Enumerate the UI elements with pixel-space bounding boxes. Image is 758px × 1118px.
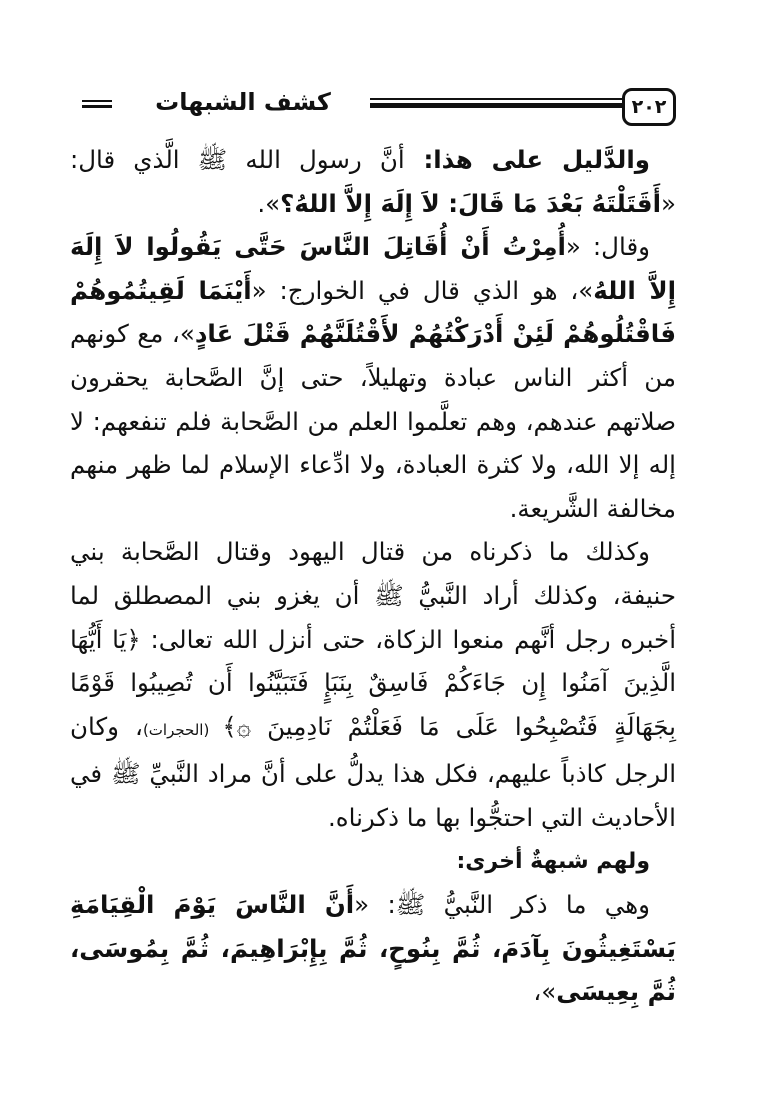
paragraph-intercession: [70, 883, 676, 1014]
text-run: وهي ما ذكر النَّبيُّ ﷺ: «: [354, 890, 650, 920]
text-run: وقال: «: [565, 232, 650, 262]
section-heading: ولهم شبهةٌ أخرى:: [456, 848, 650, 874]
text-run: ، وكان الرجل كاذباً عليهم، فكل هذا يدلُّ على أنَّ مراد النَّبيِّ ﷺ في الأحاديث التي احتجُّوا بها ما ذكرناه.: [70, 711, 676, 832]
text-run: أنَّ رسول الله ﷺ الَّذي قال: «: [70, 145, 676, 218]
hadith-quote: أُمِرْتُ أَنْ أُقَاتِلَ النَّاسَ حَتَّى يَقُولُوا لاَ إِلَهَ إِلاَّ اللهُ: [70, 232, 676, 305]
hadith-quote: أَيْنَمَا لَقِيتُمُوهُمْ فَاقْتُلُوهُمْ لَئِنْ أَدْرَكْتُهُمْ لأَقْتُلَنَّهُمْ قَتْلَ عَادٍ: [70, 275, 677, 349]
quran-verse: ﴿يَا أَيُّهَا الَّذِينَ آمَنُوا إِن جَاءَكُمْ فَاسِقٌ بِنَبَإٍ فَتَبَيَّنُوا أَن تُصِيبُوا قَوْمًا بِجَهَالَةٍ فَتُصْبِحُوا عَلَى مَا فَعَلْتُمْ نَادِمِينَ ۞﴾: [70, 624, 676, 741]
paragraph-evidence: [70, 138, 676, 225]
hadith-quote: أَقَتَلْتَهُ بَعْدَ مَا قَالَ: لاَ إِلَهَ إِلاَّ اللهُ؟: [280, 188, 661, 218]
lead-phrase: والدَّليل على هذا:: [404, 145, 650, 174]
text-run: »،: [533, 977, 557, 1007]
header-rule-end: [82, 100, 112, 108]
paragraph-bani-mustaliq: [70, 530, 676, 839]
text-run: وكذلك ما ذكرناه من قتال اليهود وقتال الصَّحابة بني حنيفة، وكذلك أراد النَّبيُّ ﷺ أن يغزو بني المصطلق لما أخبره رجل أنَّهم منعوا الزكاة، حتى أنزل الله تعالى:: [70, 537, 676, 654]
header-rule: [370, 98, 622, 108]
page-number: ٢٠٢: [622, 88, 676, 126]
page-header: [74, 84, 674, 124]
text-run: ».: [257, 188, 281, 218]
running-title: كشف الشبهات: [155, 88, 331, 116]
surah-reference: (الحجرات): [142, 720, 223, 739]
text-run: »، هو الذي قال في الخوارج: «: [251, 275, 594, 305]
hadith-quote: أَنَّ النَّاسَ يَوْمَ الْقِيَامَةِ يَسْتَغِيثُونَ بِآدَمَ، ثُمَّ بِنُوحٍ، ثُمَّ بِإِبْرَاهِيمَ، ثُمَّ بِمُوسَى، ثُمَّ بِعِيسَى: [70, 890, 676, 1007]
paragraph-khawarij: [70, 225, 676, 530]
text-run: »، مع كونهم من أكثر الناس عبادة وتهليلاً، حتى إنَّ الصَّحابة يحقرون صلاتهم عندهم، وهم تعلَّموا العلم من الصَّحابة فلم تنفعهم: لا إله إلا الله، ولا كثرة العبادة، ولا ادِّعاء الإسلام لما ظهر منهم مخالفة الشَّريعة.: [70, 319, 676, 523]
page-body: [70, 138, 676, 1014]
